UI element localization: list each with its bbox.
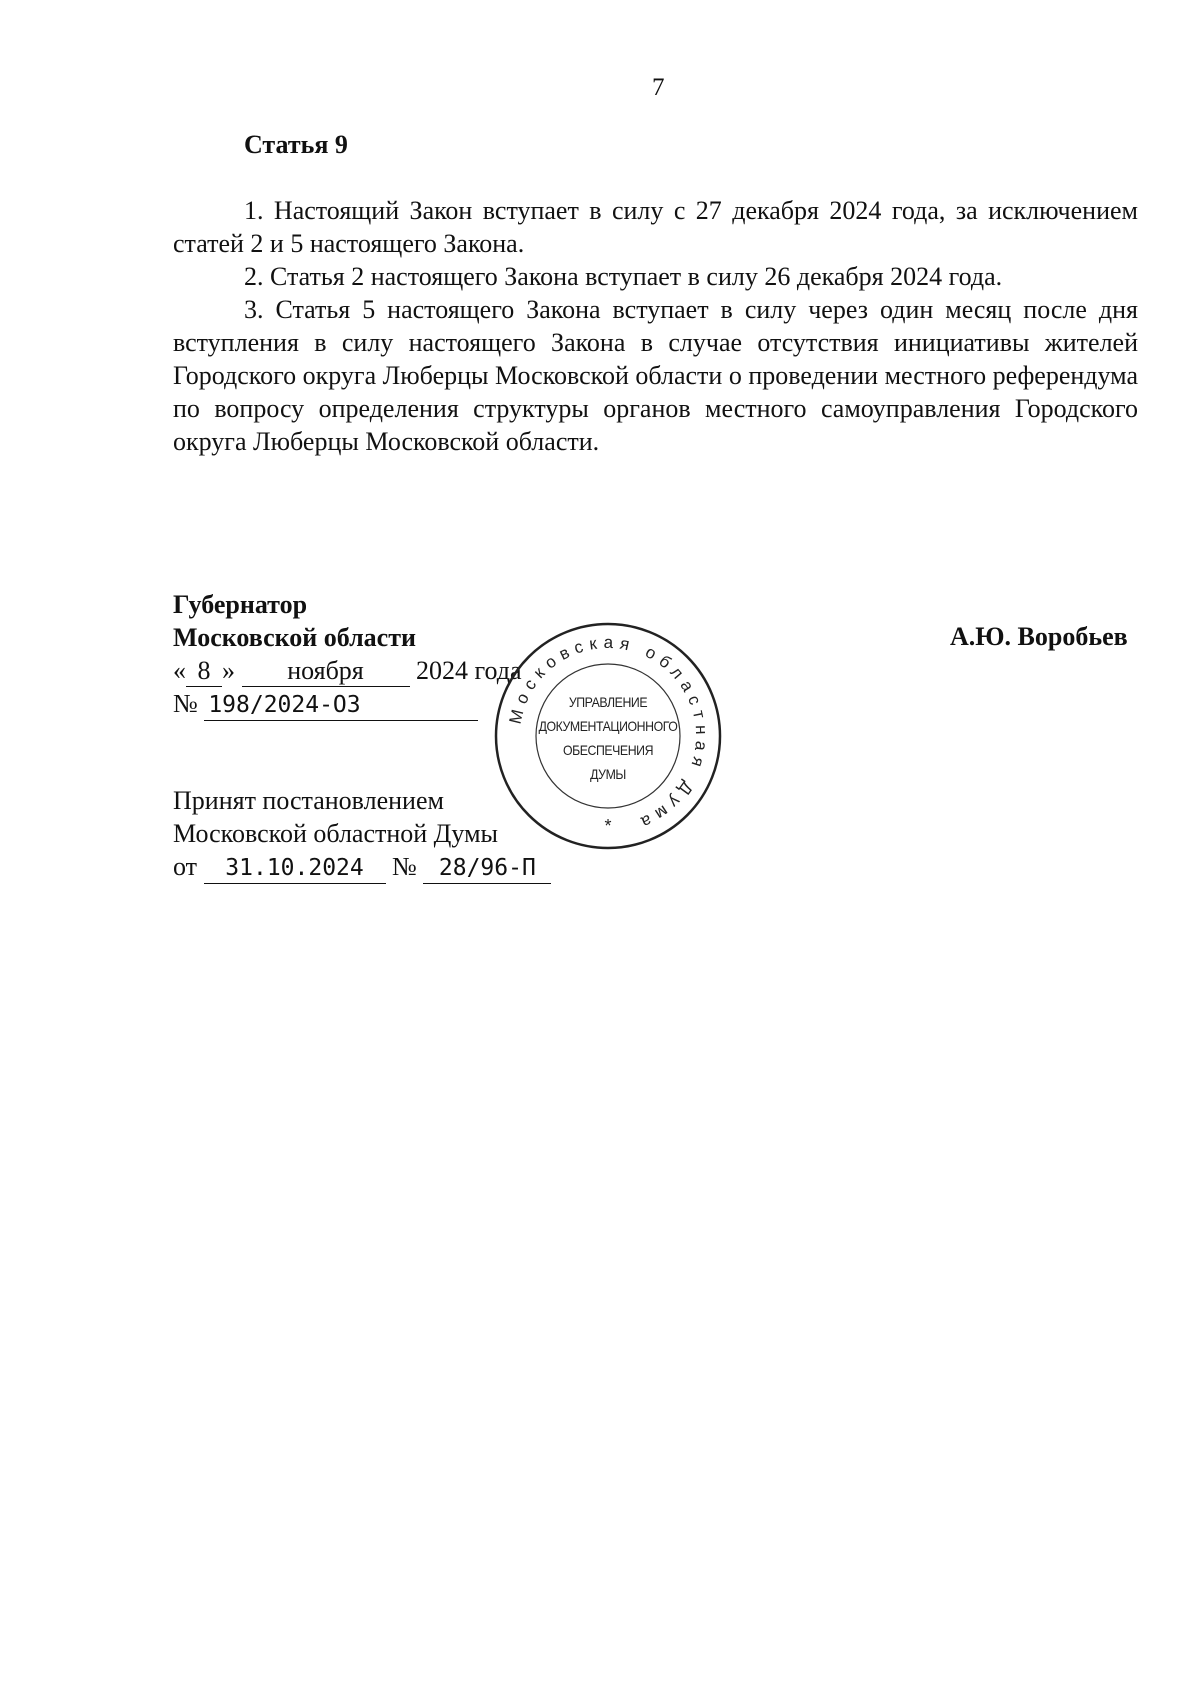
signing-year: 2024 года [416,656,522,685]
law-number: 198/2024-ОЗ [204,692,478,721]
quote-open: « [173,656,186,685]
article-paragraph-2: 2. Статья 2 настоящего Закона вступает в силу 26 декабря 2024 года. [244,262,1003,291]
page-number: 7 [652,74,665,101]
signing-day: 8 [186,658,222,687]
adopted-line-1: Принят постановлением [173,786,444,815]
resolution-number-sign: № [392,852,417,881]
stamp-center-text [528,690,688,786]
official-stamp [492,620,724,852]
stamp-line-2: ДОКУМЕНТАЦИОННОГО [538,718,678,734]
article-heading: Статья 9 [244,130,348,159]
adopted-line-2: Московской областной Думы [173,819,498,848]
stamp-star: * [604,816,612,836]
governor-name: А.Ю. Воробьев [950,622,1128,651]
signing-date [173,654,522,687]
resolution-row [173,850,551,884]
stamp-line-4: ДУМЫ [590,766,626,782]
article-paragraph-1: 1. Настоящий Закон вступает в силу с 27 декабря 2024 года, за исключением статей 2 и 5 настоящего Закона. [173,196,1138,258]
stamp-ring-text: Московская областная Дума [505,632,712,835]
quote-close: » [222,656,235,685]
law-number-row [173,687,522,721]
signer-title-line-2: Московской области [173,623,416,652]
stamp-line-3: ОБЕСПЕЧЕНИЯ [562,742,654,758]
signature-block [173,588,522,721]
resolution-date: 31.10.2024 [204,855,386,884]
date-prefix: от [173,852,198,881]
article-body [173,194,1138,458]
stamp-line-1: УПРАВЛЕНИЕ [568,694,648,710]
signer-title-line-1: Губернатор [173,590,308,619]
resolution-number: 28/96-П [423,855,551,884]
number-sign: № [173,689,198,718]
signing-month: ноября [242,658,410,687]
article-paragraph-3: 3. Статья 5 настоящего Закона вступает в силу через один месяц после дня вступления в силу настоящего Закона в случае отсутствия инициативы жителей Городского округа Люберцы Московской области о проведении местного референдума по вопросу определения структуры органов местного самоуправления Городского округа Люберцы Московской области. [173,295,1138,456]
